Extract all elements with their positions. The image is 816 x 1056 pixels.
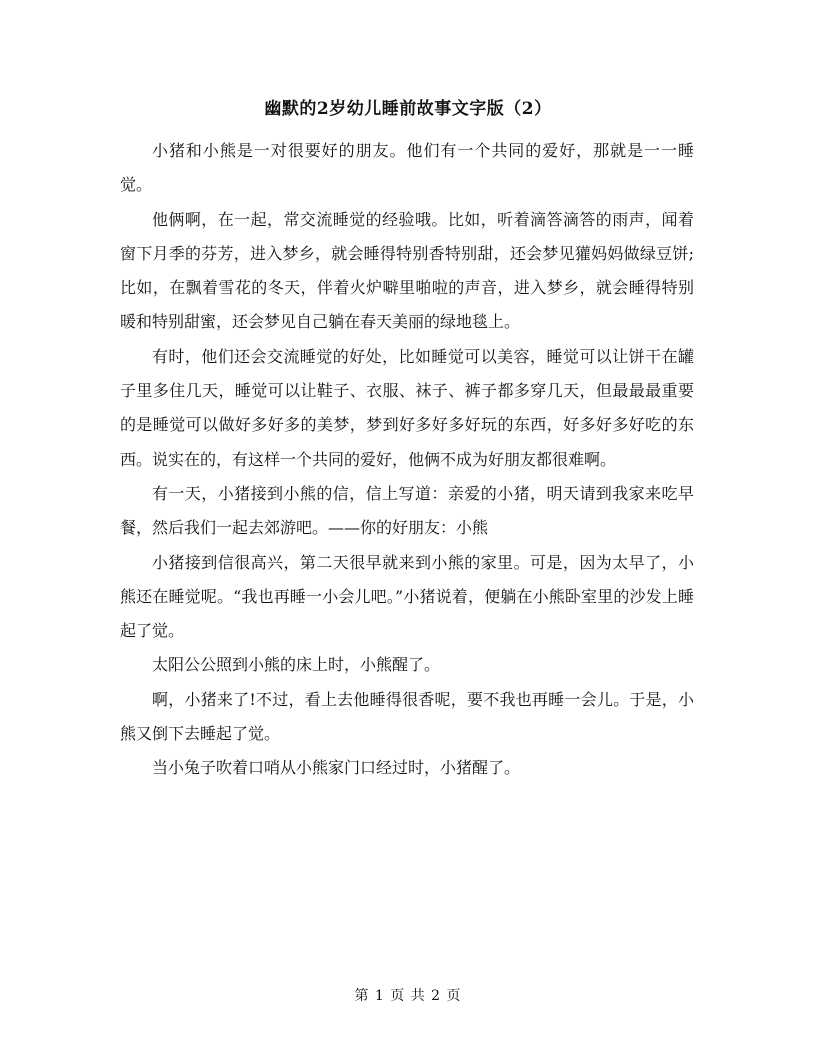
paragraph-1: 小猪和小熊是一对很要好的朋友。他们有一个共同的爱好，那就是一一睡觉。	[120, 141, 694, 195]
paragraph-2: 他俩啊，在一起，常交流睡觉的经验哦。比如，听着滴答滴答的雨声，闻着窗下月季的芬芳，进入梦乡，就会睡得特别香特别甜，还会梦见獾妈妈做绿豆饼;比如，在飘着雪花的冬天，伴着火炉噼里啪啦的声音，进入梦乡，就会睡得特别暖和特别甜蜜，还会梦见自己躺在春天美丽的绿地毯上。	[120, 209, 694, 332]
document-title: 幽默的2岁幼儿睡前故事文字版（2）	[264, 99, 552, 119]
paragraph-6: 太阳公公照到小熊的床上时，小熊醒了。	[152, 655, 441, 675]
paragraph-8: 当小兔子吹着口哨从小熊家门口经过时，小猪醒了。	[152, 758, 521, 778]
paragraph-5: 小猪接到信很高兴，第二天很早就来到小熊的家里。可是，因为太早了，小熊还在睡觉呢。“我也再睡一小会儿吧。”小猪说着，便躺在小熊卧室里的沙发上睡起了觉。	[120, 552, 694, 641]
paragraph-7: 啊，小猪来了!不过，看上去他睡得很香呢，要不我也再睡一会儿。于是，小熊又倒下去睡起了觉。	[120, 689, 694, 744]
page-number-footer: 第 1 页 共 2 页	[354, 988, 462, 1004]
document-body	[120, 134, 694, 786]
paragraph-4: 有一天，小猪接到小熊的信，信上写道：亲爱的小猪，明天请到我家来吃早餐，然后我们一起去郊游吧。——你的好朋友：小熊	[120, 483, 694, 538]
paragraph-3: 有时，他们还会交流睡觉的好处，比如睡觉可以美容，睡觉可以让饼干在罐子里多住几天，睡觉可以让鞋子、衣服、袜子、裤子都多穿几天，但最最最重要的是睡觉可以做好多好多的美梦，梦到好多好多好玩的东西，好多好多好吃的东西。说实在的，有这样一个共同的爱好，他俩不成为好朋友都很难啊。	[120, 346, 694, 469]
